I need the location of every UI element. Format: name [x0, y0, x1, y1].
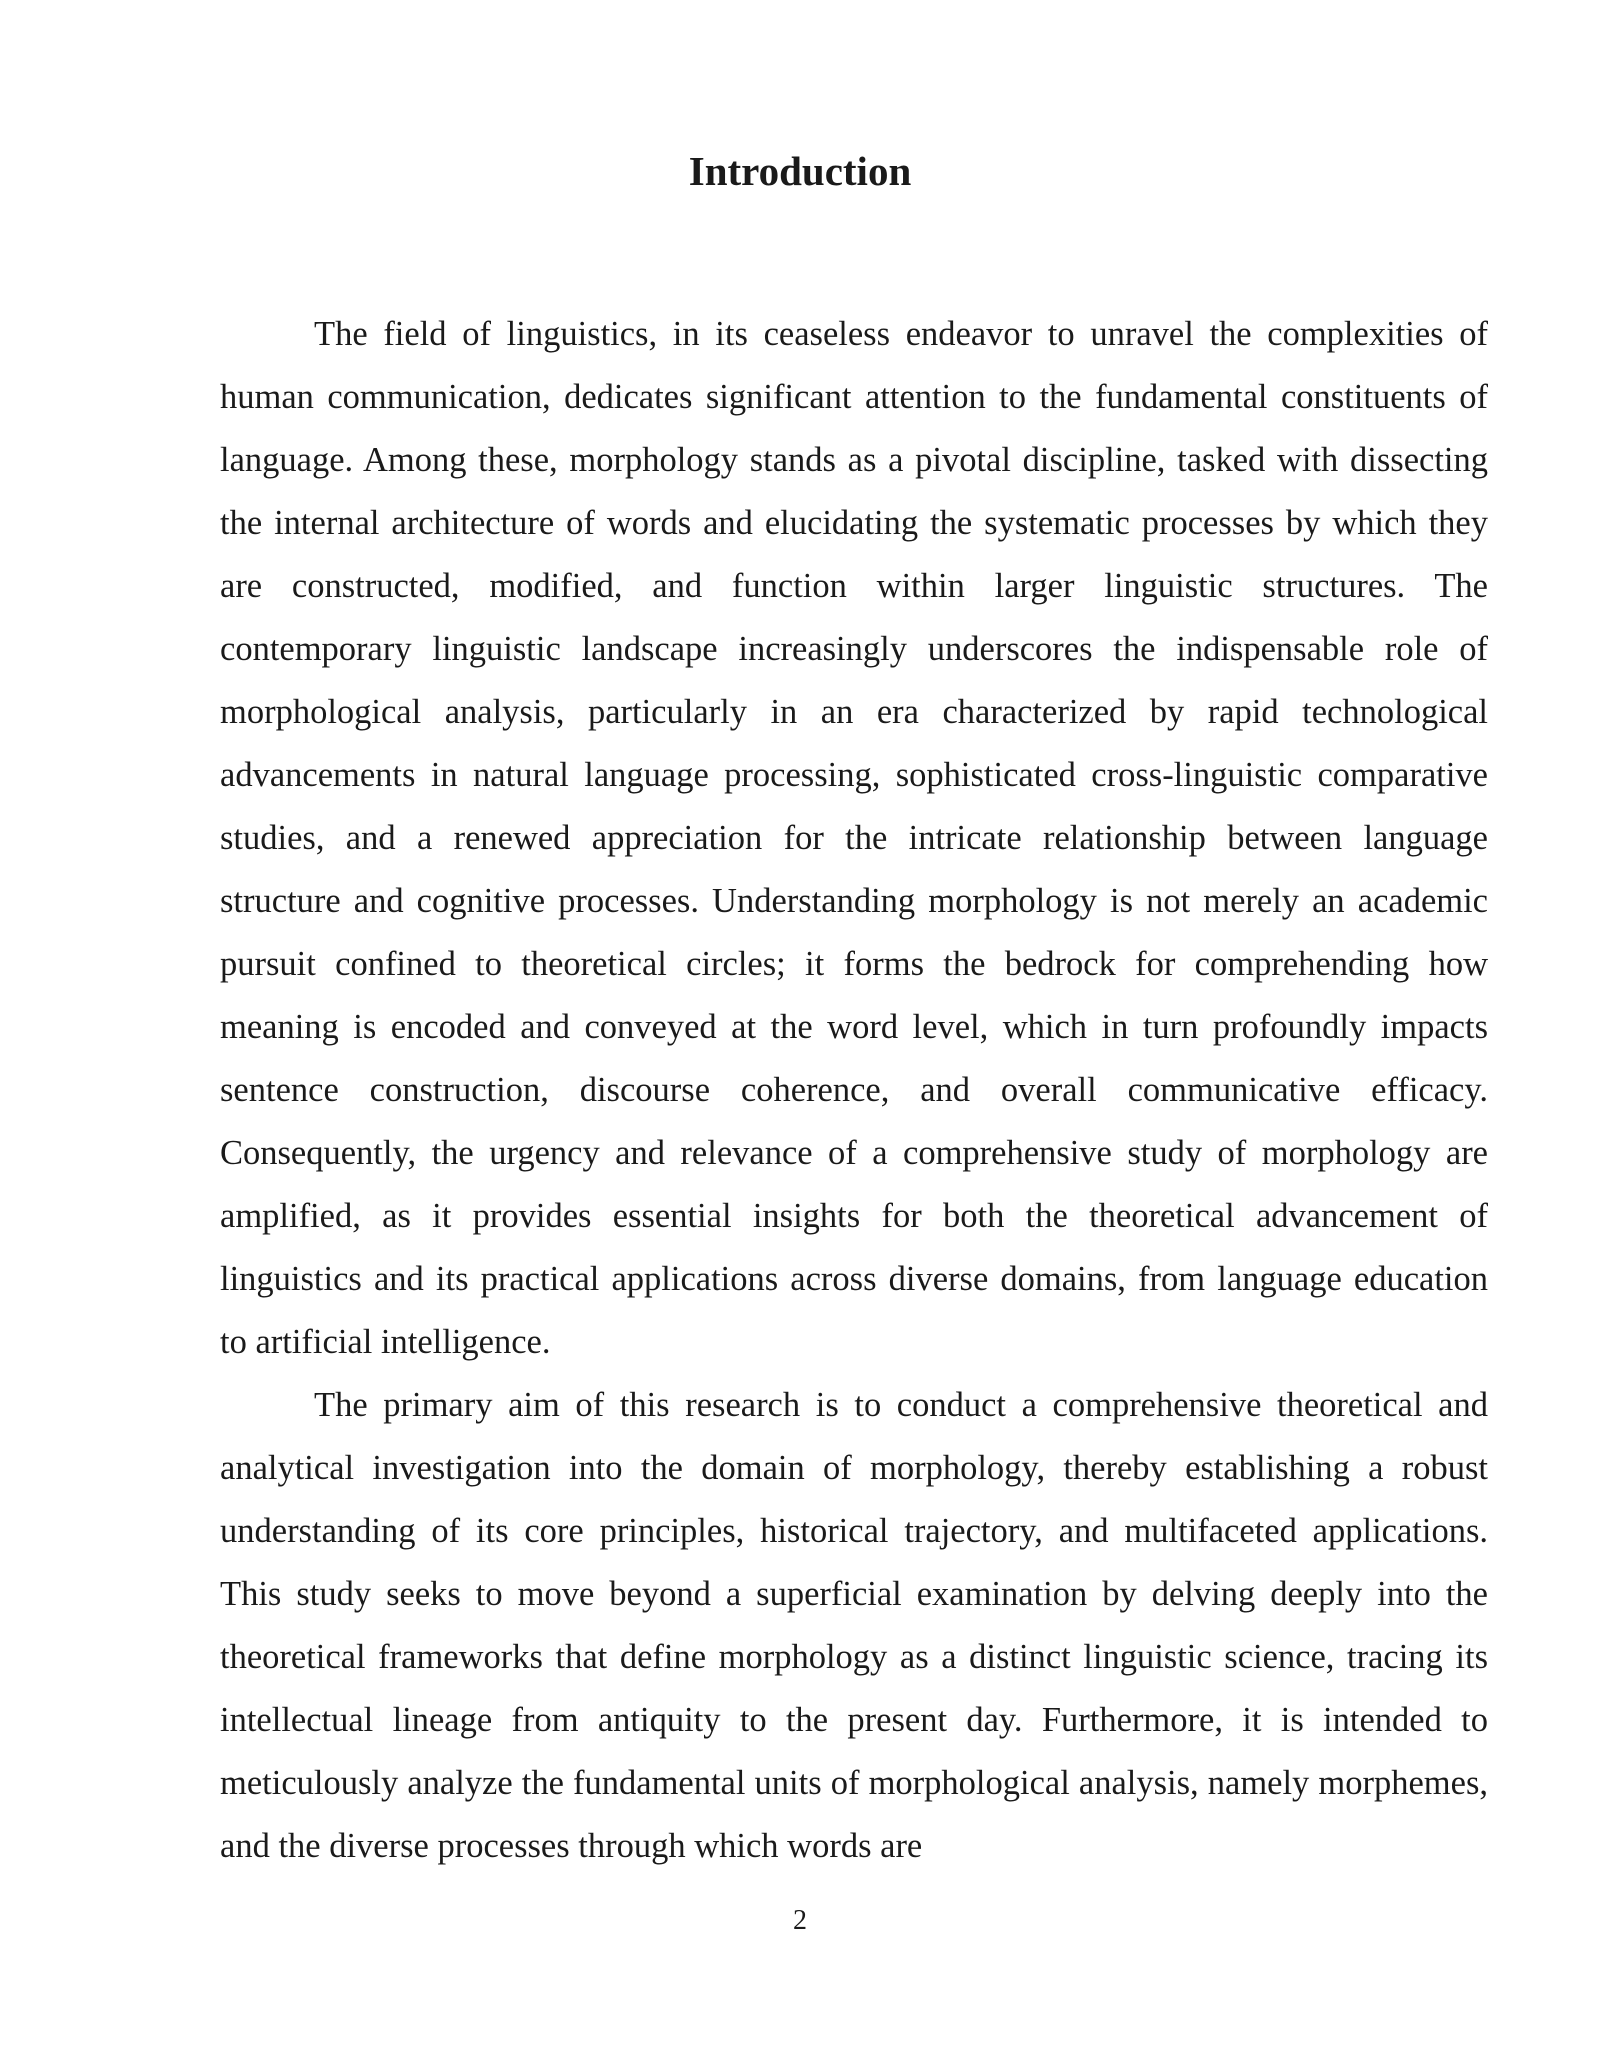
paragraph-2: The primary aim of this research is to conduct a comprehensive theoretical and analytical investigation into the domain of morphology, thereby establishing a robust understanding of its core principles, historical trajectory, and multifaceted applications. This study seeks to move beyond a superficial examination by delving deeply into the theoretical frameworks that define morphology as a distinct linguistic science, tracing its intellectual lineage from antiquity to the present day. Furthermore, it is intended to meticulously analyze the fundamental units of morphological analysis, namely morphemes, and the diverse processes through which words are — [220, 1386, 1488, 1865]
page-number: 2 — [793, 1905, 807, 1936]
paragraph-1: The field of linguistics, in its ceaseless endeavor to unravel the complexities of human communication, dedicates significant attention to the fundamental constituents of language. Among these, morphology stands as a pivotal discipline, tasked with dissecting the internal architecture of words and elucidating the systematic processes by which they are constructed, modified, and function within larger linguistic structures. The contemporary linguistic landscape increasingly underscores the indispensable role of morphological analysis, particularly in an era characterized by rapid technological advancements in natural language processing, sophisticated cross-linguistic comparative studies, and a renewed appreciation for the intricate relationship between language structure and cognitive processes. Understanding morphology is not merely an academic pursuit confined to theoretical circles; it forms the bedrock for comprehending how meaning is encoded and conveyed at the word level, which in turn profoundly impacts sentence construction, discourse coherence, and overall communicative efficacy. Consequently, the urgency and relevance of a comprehensive study of morphology are amplified, as it provides essential insights for both the theoretical advancement of linguistics and its practical applications across diverse domains, from language education to artificial intelligence. — [220, 315, 1488, 1361]
body-text — [220, 303, 1488, 1878]
page-title: Introduction — [688, 148, 912, 194]
